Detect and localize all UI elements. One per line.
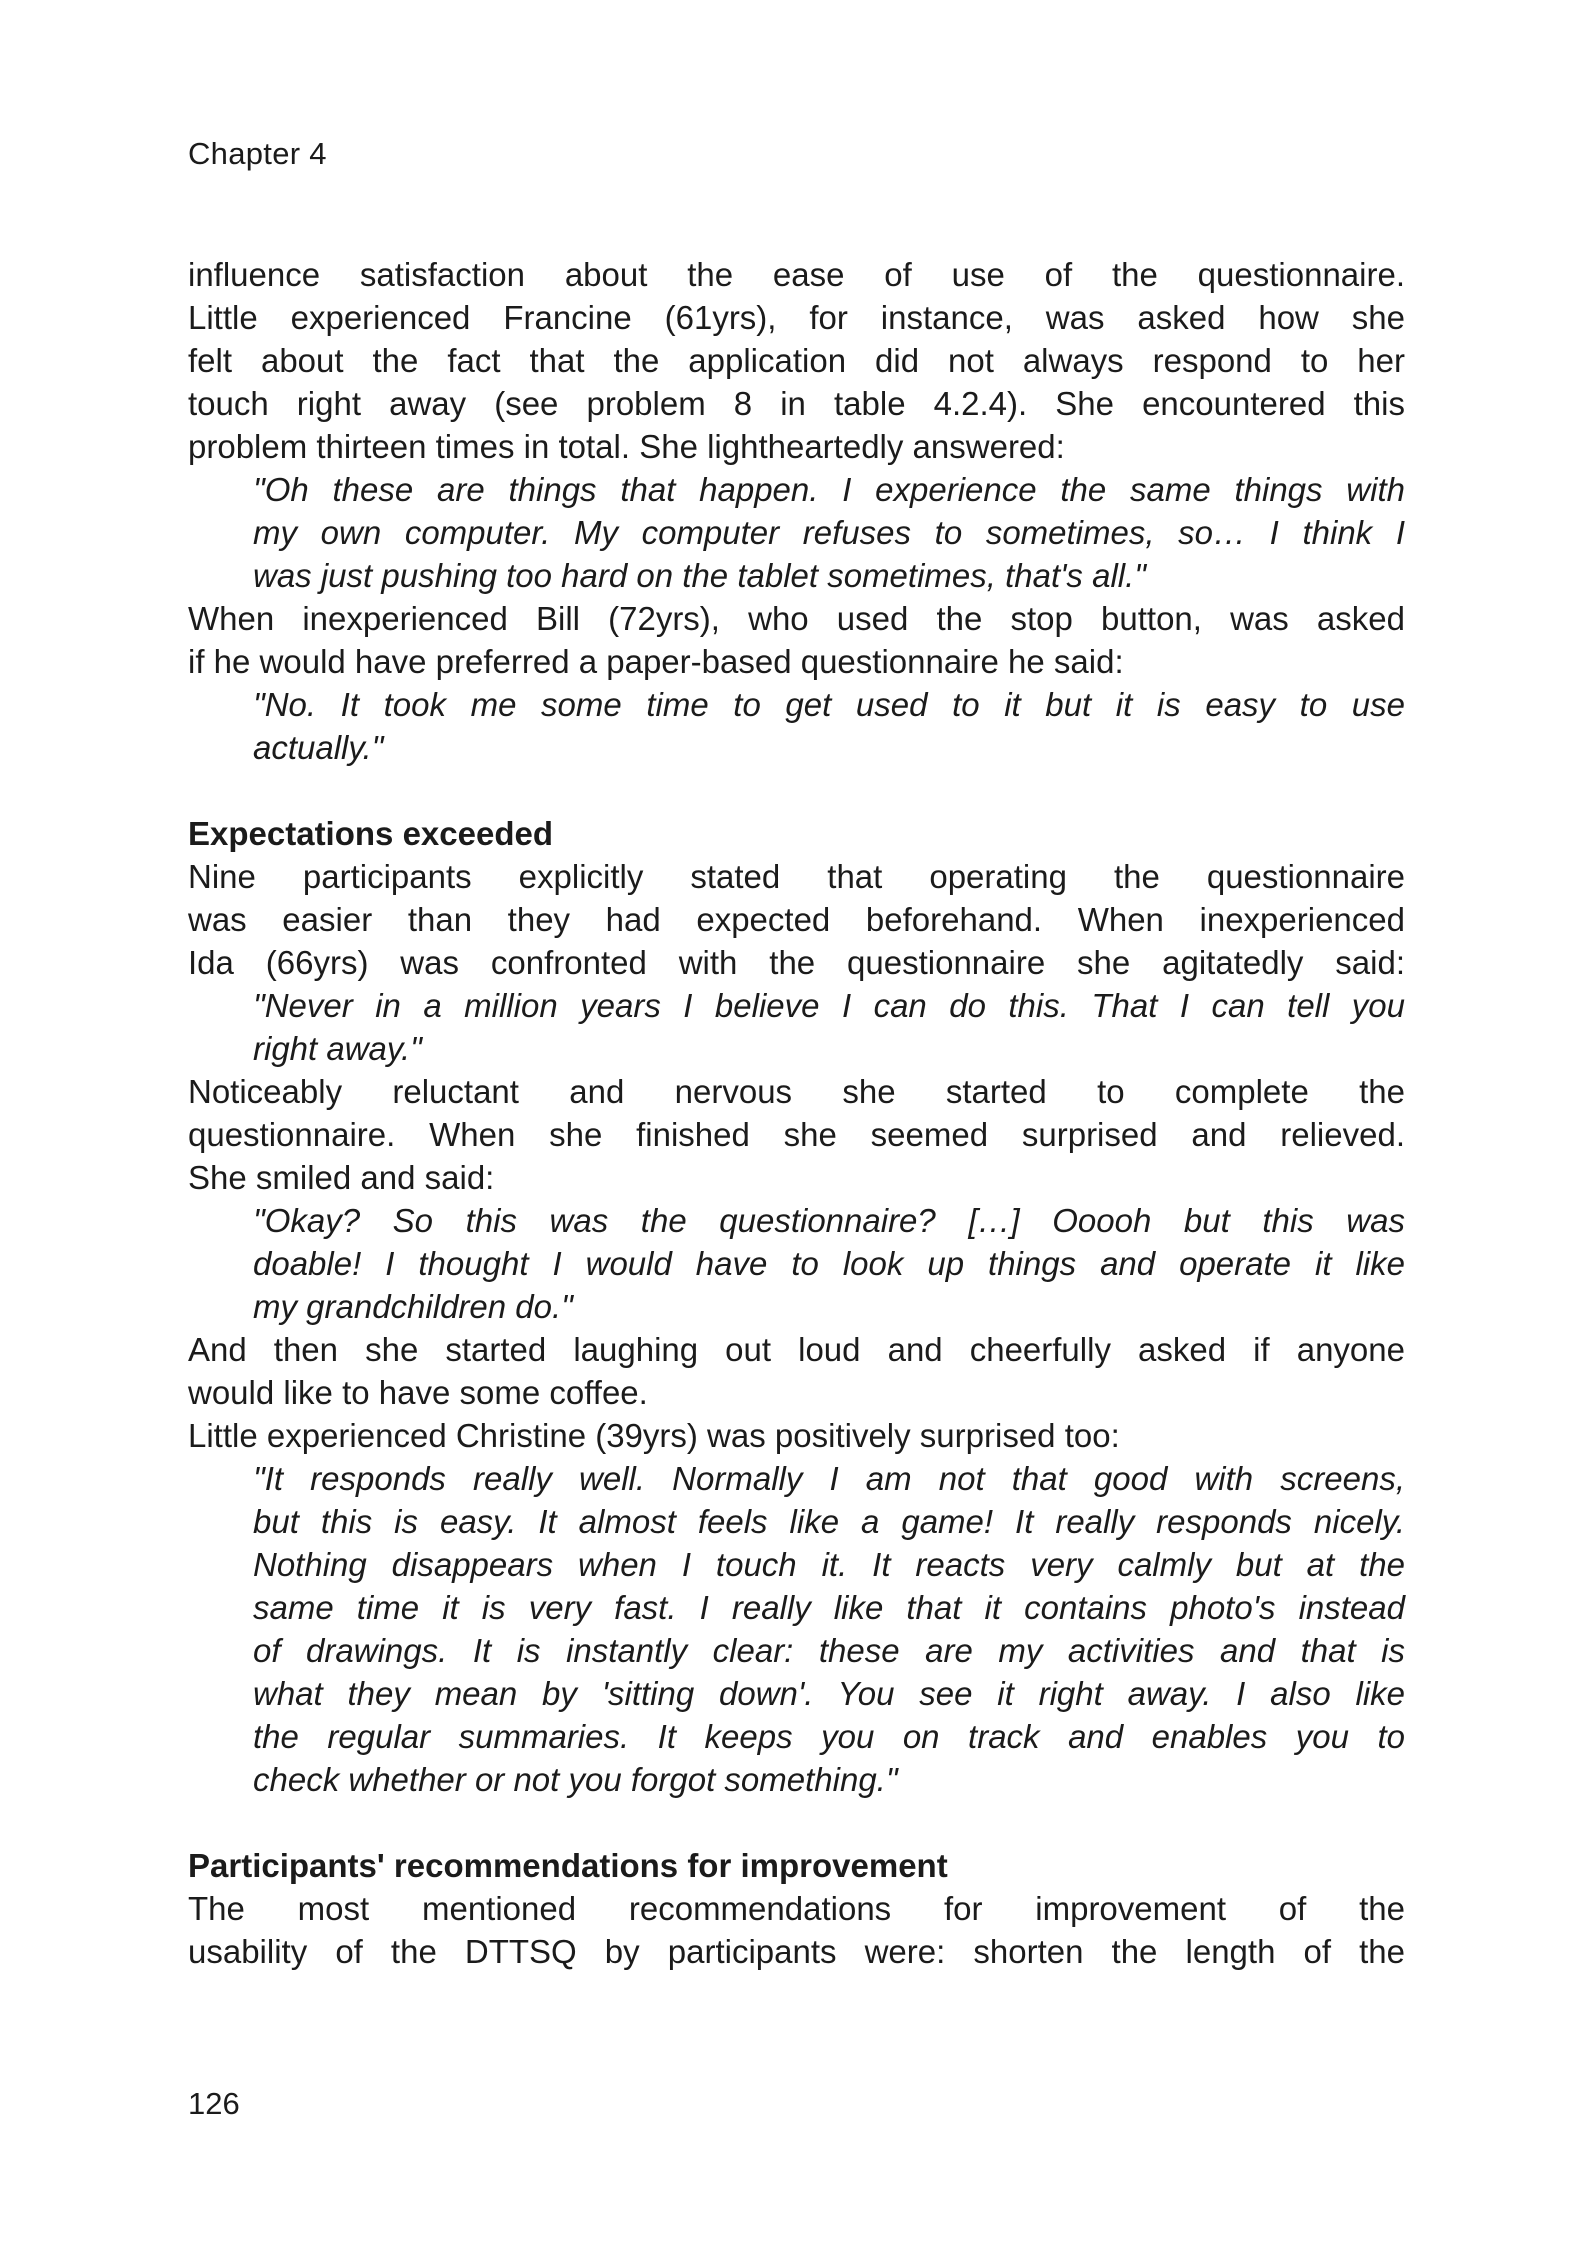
text-line: She smiled and said: — [188, 1159, 495, 1196]
blank-line — [188, 1801, 1405, 1844]
text-line: The most mentioned recommendations for improvement of the — [188, 1890, 1405, 1927]
text-line: Little experienced Christine (39yrs) was positively surprised too: — [188, 1417, 1120, 1454]
text-line: questionnaire. When she finished she seemed surprised and relieved. — [188, 1116, 1405, 1153]
quote-line: "Okay? So this was the questionnaire? […] Ooooh but this was — [253, 1202, 1405, 1239]
text-line: When inexperienced Bill (72yrs), who used the stop button, was asked — [188, 600, 1405, 637]
page-number: 126 — [188, 2086, 240, 2121]
quote-line: was just pushing too hard on the tablet sometimes, that's all." — [253, 557, 1146, 594]
text-line: would like to have some coffee. — [188, 1374, 648, 1411]
quote-line: what they mean by 'sitting down'. You see it right away. I also like — [253, 1675, 1405, 1712]
text-line: touch right away (see problem 8 in table 4.2.4). She encountered this — [188, 385, 1405, 422]
text-line: Little experienced Francine (61yrs), for instance, was asked how she — [188, 299, 1405, 336]
quote-line: of drawings. It is instantly clear: these are my activities and that is — [253, 1632, 1405, 1669]
text-line: Noticeably reluctant and nervous she started to complete the — [188, 1073, 1405, 1110]
quote-line: the regular summaries. It keeps you on track and enables you to — [253, 1718, 1405, 1755]
quote-line: right away." — [253, 1030, 422, 1067]
text-line: influence satisfaction about the ease of use of the questionnaire. — [188, 256, 1405, 293]
quote-line: "Never in a million years I believe I can do this. That I can tell you — [253, 987, 1405, 1024]
running-head-chapter: Chapter 4 — [188, 136, 327, 171]
text-line: was easier than they had expected beforehand. When inexperienced — [188, 901, 1405, 938]
quote-line: same time it is very fast. I really like that it contains photo's instead — [253, 1589, 1405, 1626]
quote-line: but this is easy. It almost feels like a game! It really responds nicely. — [253, 1503, 1405, 1540]
quote-line: doable! I thought I would have to look up things and operate it like — [253, 1245, 1405, 1282]
quote-line: my own computer. My computer refuses to sometimes, so… I think I — [253, 514, 1405, 551]
text-line: problem thirteen times in total. She lightheartedly answered: — [188, 428, 1065, 465]
text-line: if he would have preferred a paper-based questionnaire he said: — [188, 643, 1124, 680]
quote-line: Nothing disappears when I touch it. It reacts very calmly but at the — [253, 1546, 1405, 1583]
text-line: Ida (66yrs) was confronted with the questionnaire she agitatedly said: — [188, 944, 1405, 981]
quote-line: my grandchildren do." — [253, 1288, 573, 1325]
quote-line: "Oh these are things that happen. I experience the same things with — [253, 471, 1405, 508]
quote-line: actually." — [253, 729, 384, 766]
quote-line: "It responds really well. Normally I am not that good with screens, — [253, 1460, 1405, 1497]
quote-line: "No. It took me some time to get used to it but it is easy to use — [253, 686, 1405, 723]
text-line: And then she started laughing out loud and cheerfully asked if anyone — [188, 1331, 1405, 1368]
section-heading-expectations: Expectations exceeded — [188, 815, 553, 852]
text-line: Nine participants explicitly stated that operating the questionnaire — [188, 858, 1405, 895]
section-heading-recommendations: Participants' recommendations for improvement — [188, 1847, 948, 1884]
quote-line: check whether or not you forgot something." — [253, 1761, 898, 1798]
blank-line — [188, 769, 1405, 812]
text-line: felt about the fact that the application did not always respond to her — [188, 342, 1405, 379]
text-line: usability of the DTTSQ by participants were: shorten the length of the — [188, 1933, 1405, 1970]
